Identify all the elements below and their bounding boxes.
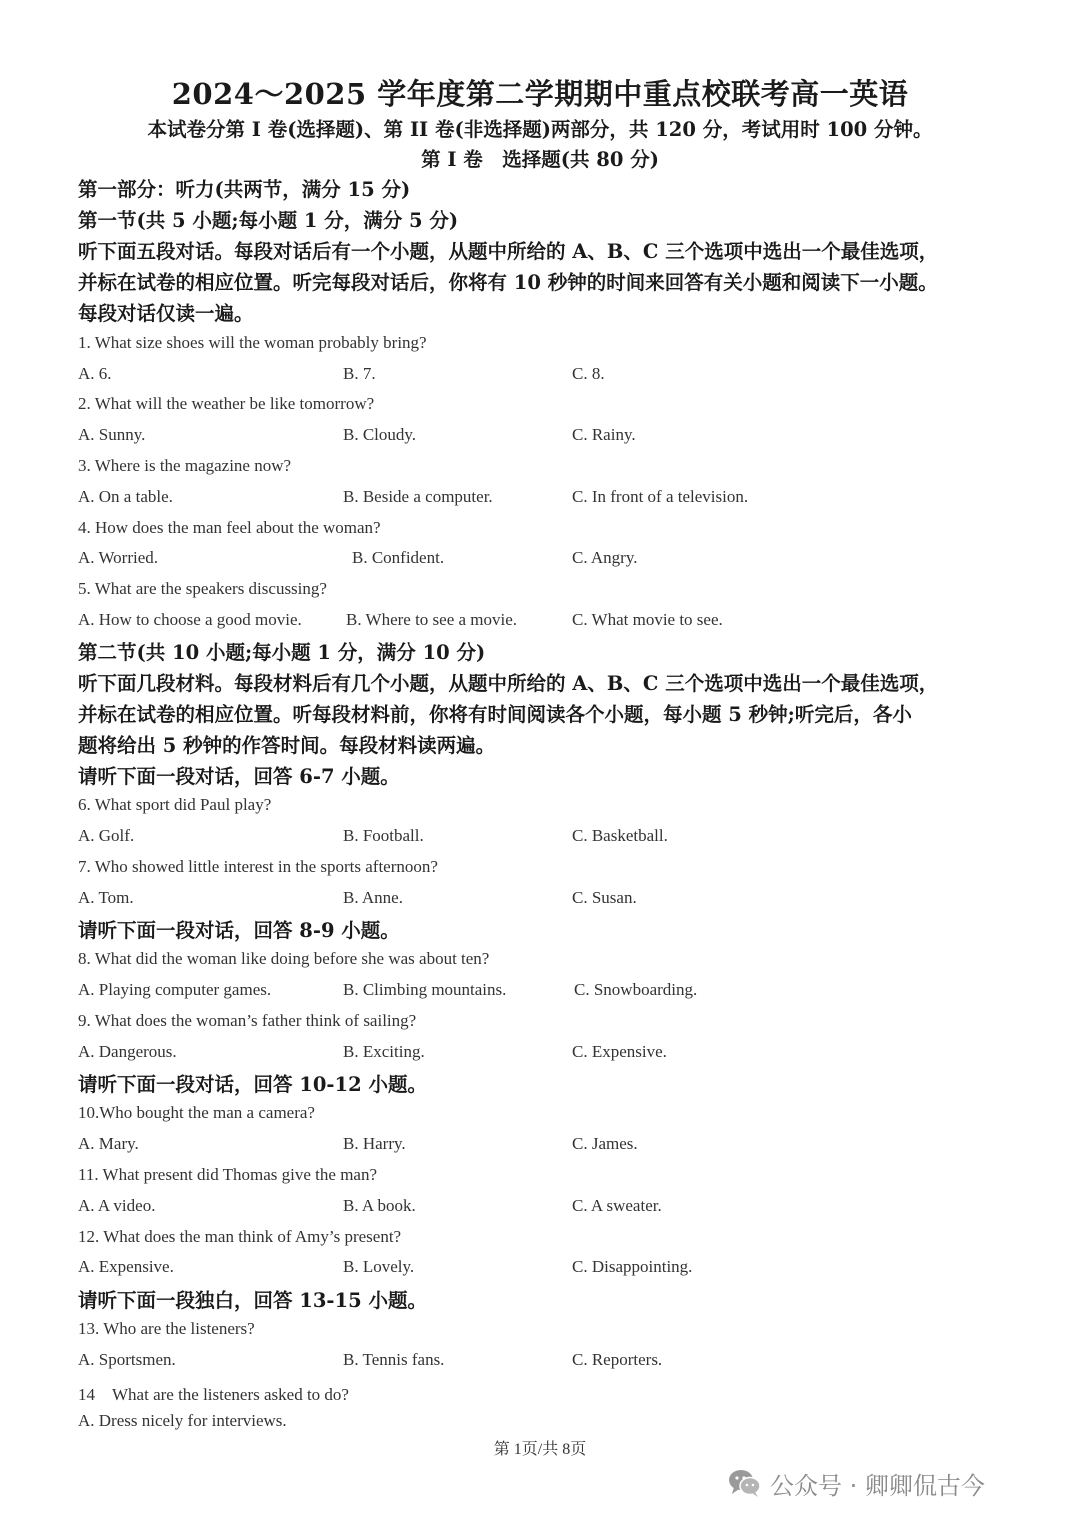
option-3a: A. On a table. <box>78 487 173 506</box>
section1-instruction-line: 每段对话仅读一遍。 <box>78 302 254 325</box>
section2-instruction-line: 题将给出 5 秒钟的作答时间。每段材料读两遍。 <box>78 734 496 757</box>
wechat-icon <box>728 1468 762 1498</box>
option-3c: C. In front of a television. <box>572 487 749 506</box>
option-8c: C. Snowboarding. <box>574 980 698 999</box>
section2-heading: 第二节(共 10 小题;每小题 1 分，满分 10 分) <box>78 641 486 664</box>
option-8b: B. Climbing mountains. <box>343 980 507 999</box>
option-1b: B. 7. <box>343 364 376 383</box>
question-6: 6. What sport did Paul play? <box>78 795 272 814</box>
option-13b: B. Tennis fans. <box>343 1350 445 1369</box>
option-10b: B. Harry. <box>343 1134 406 1153</box>
group-prompt-8-9: 请听下面一段对话，回答 8-9 小题。 <box>78 919 400 942</box>
option-10a: A. Mary. <box>78 1134 139 1153</box>
question-2: 2. What will the weather be like tomorrow? <box>78 394 375 413</box>
option-11a: A. A video. <box>78 1196 156 1215</box>
option-6b: B. Football. <box>343 826 424 845</box>
option-9c: C. Expensive. <box>572 1042 667 1061</box>
group-prompt-13-15: 请听下面一段独白，回答 13-15 小题。 <box>78 1289 427 1312</box>
question-5: 5. What are the speakers discussing? <box>78 579 327 598</box>
option-1a: A. 6. <box>78 364 112 383</box>
option-2b: B. Cloudy. <box>343 425 417 444</box>
option-10c: C. James. <box>572 1134 638 1153</box>
option-3b: B. Beside a computer. <box>343 487 493 506</box>
option-2c: C. Rainy. <box>572 425 636 444</box>
section2-instruction-line: 并标在试卷的相应位置。听每段材料前，你将有时间阅读各个小题，每小题 5 秒钟;听完后，各小 <box>78 703 912 726</box>
option-8a: A. Playing computer games. <box>78 980 272 999</box>
question-3: 3. Where is the magazine now? <box>78 456 292 475</box>
option-9a: A. Dangerous. <box>78 1042 177 1061</box>
section1-instruction-line: 并标在试卷的相应位置。听完每段对话后，你将有 10 秒钟的时间来回答有关小题和阅读下一小题。 <box>78 271 938 294</box>
option-12a: A. Expensive. <box>78 1257 174 1276</box>
option-12b: B. Lovely. <box>343 1257 415 1276</box>
option-7b: B. Anne. <box>343 888 403 907</box>
question-10: 10.Who bought the man a camera? <box>78 1103 315 1122</box>
question-4: 4. How does the man feel about the woman? <box>78 518 381 537</box>
question-12: 12. What does the man think of Amy’s present? <box>78 1227 402 1246</box>
option-5a: A. How to choose a good movie. <box>78 610 302 629</box>
option-7c: C. Susan. <box>572 888 637 907</box>
option-13c: C. Reporters. <box>572 1350 663 1369</box>
group-prompt-6-7: 请听下面一段对话，回答 6-7 小题。 <box>78 765 400 788</box>
option-9b: B. Exciting. <box>343 1042 425 1061</box>
volume-heading: 第 I 卷 选择题(共 80 分) <box>421 148 659 171</box>
question-8: 8. What did the woman like doing before she was about ten? <box>78 949 490 968</box>
section2-instruction-line: 听下面几段材料。每段材料后有几个小题，从题中所给的 A、B、C 三个选项中选出一个最佳选项， <box>78 672 939 695</box>
question-7: 7. Who showed little interest in the sports afternoon? <box>78 857 438 876</box>
part1-heading: 第一部分：听力(共两节，满分 15 分) <box>78 178 411 201</box>
option-5b: B. Where to see a movie. <box>346 610 518 629</box>
option-4b: B. Confident. <box>352 548 445 567</box>
exam-subtitle: 本试卷分第 I 卷(选择题)、第 II 卷(非选择题)两部分，共 120 分，考试用时 100 分钟。 <box>147 118 933 141</box>
option-6c: C. Basketball. <box>572 826 668 845</box>
option-12c: C. Disappointing. <box>572 1257 693 1276</box>
option-11b: B. A book. <box>343 1196 416 1215</box>
option-1c: C. 8. <box>572 364 605 383</box>
question-9: 9. What does the woman’s father think of sailing? <box>78 1011 417 1030</box>
question-1: 1. What size shoes will the woman probably bring? <box>78 333 427 352</box>
option-4c: C. Angry. <box>572 548 638 567</box>
wechat-watermark <box>728 1462 985 1504</box>
question-14: 14 What are the listeners asked to do? <box>78 1385 349 1404</box>
section1-instruction-line: 听下面五段对话。每段对话后有一个小题，从题中所给的 A、B、C 三个选项中选出一个最佳选项， <box>78 240 939 263</box>
option-6a: A. Golf. <box>78 826 135 845</box>
option-7a: A. Tom. <box>78 888 134 907</box>
option-13a: A. Sportsmen. <box>78 1350 176 1369</box>
section1-heading: 第一节(共 5 小题;每小题 1 分，满分 5 分) <box>78 209 459 232</box>
option-5c: C. What movie to see. <box>572 610 723 629</box>
question-11: 11. What present did Thomas give the man? <box>78 1165 378 1184</box>
exam-title: 2024～2025 学年度第二学期期中重点校联考高一英语 <box>171 77 909 111</box>
option-11c: C. A sweater. <box>572 1196 662 1215</box>
group-prompt-10-12: 请听下面一段对话，回答 10-12 小题。 <box>78 1073 427 1096</box>
watermark-text: 公众号 · 卿卿侃古今 <box>770 1471 985 1500</box>
option-2a: A. Sunny. <box>78 425 146 444</box>
option-14a: A. Dress nicely for interviews. <box>78 1411 287 1430</box>
question-13: 13. Who are the listeners? <box>78 1319 255 1338</box>
page-number: 第 1页/共 8页 <box>493 1441 587 1458</box>
option-4a: A. Worried. <box>78 548 158 567</box>
